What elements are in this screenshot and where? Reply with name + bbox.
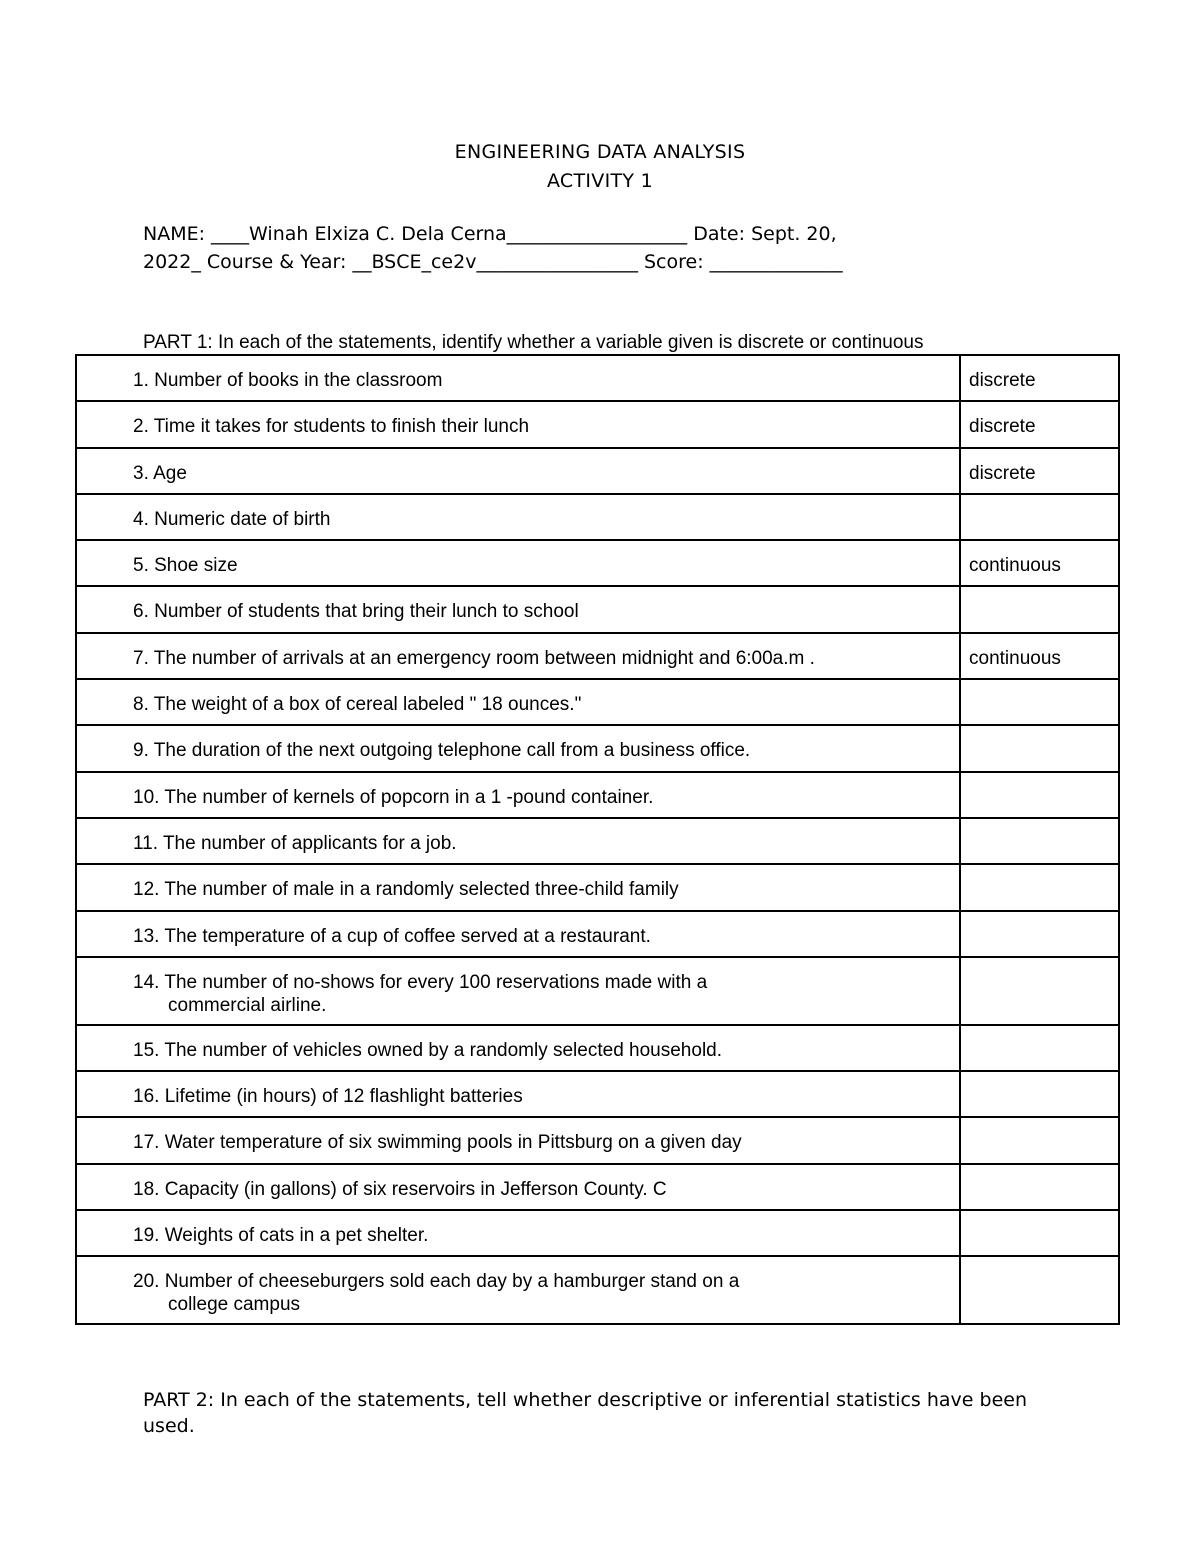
document-title: ENGINEERING DATA ANALYSIS <box>454 141 746 163</box>
answer-cell <box>960 1256 1119 1324</box>
statement-text: 7. The number of arrivals at an emergency room between midnight and 6:00a.m . <box>133 647 815 669</box>
answer-cell <box>960 725 1119 771</box>
statement-cell <box>76 1025 960 1071</box>
statement-text: 15. The number of vehicles owned by a randomly selected household. <box>133 1039 723 1061</box>
statement-cell <box>76 725 960 771</box>
answer-cell <box>960 1025 1119 1071</box>
table-row <box>76 401 1119 447</box>
course-score-line: 2022_ Course & Year: __BSCE_ce2v_________________ Score: ______________ <box>143 251 843 273</box>
statement-text: 5. Shoe size <box>133 555 238 577</box>
answer-cell: discrete <box>960 448 1119 494</box>
statement-text: 8. The weight of a box of cereal labeled " 18 ounces." <box>133 694 582 716</box>
table-row <box>76 633 1119 679</box>
table-row <box>76 448 1119 494</box>
statement-text: 16. Lifetime (in hours) of 12 flashlight batteries <box>133 1086 523 1108</box>
answer-cell: discrete <box>960 401 1119 447</box>
statement-cell <box>76 1164 960 1210</box>
table-row <box>76 1256 1119 1324</box>
table-row <box>76 818 1119 864</box>
table-row <box>76 540 1119 586</box>
statement-text: 10. The number of kernels of popcorn in a 1 -pound container. <box>133 786 654 808</box>
statement-text: 19. Weights of cats in a pet shelter. <box>133 1225 429 1247</box>
statement-text: 18. Capacity (in gallons) of six reservoirs in Jefferson County. C <box>133 1178 667 1200</box>
activity-label: ACTIVITY 1 <box>546 170 654 192</box>
statement-text: 6. Number of students that bring their lunch to school <box>133 601 579 623</box>
statement-text: 17. Water temperature of six swimming pools in Pittsburg on a given day <box>133 1132 742 1154</box>
part1-instruction: PART 1: In each of the statements, identify whether a variable given is discrete or continuous <box>143 332 924 353</box>
statement-cell <box>76 540 960 586</box>
statement-text: 12. The number of male in a randomly selected three-child family <box>133 879 679 901</box>
table-row <box>76 355 1119 401</box>
table-row <box>76 1164 1119 1210</box>
answer-cell: continuous <box>960 633 1119 679</box>
statement-cell <box>76 448 960 494</box>
table-row <box>76 911 1119 957</box>
statement-cell <box>76 818 960 864</box>
statement-cell <box>76 957 960 1025</box>
statement-cell <box>76 1117 960 1163</box>
table-row <box>76 1025 1119 1071</box>
answer-cell <box>960 957 1119 1025</box>
table-row <box>76 494 1119 540</box>
statement-text: 3. Age <box>133 462 187 484</box>
answer-cell <box>960 1164 1119 1210</box>
statement-text: 14. The number of no-shows for every 100 reservations made with a <box>133 971 708 993</box>
statement-cell <box>76 864 960 910</box>
table-row <box>76 957 1119 1025</box>
name-date-line: NAME: ____Winah Elxiza C. Dela Cerna___________________ Date: Sept. 20, <box>143 223 837 245</box>
statement-text: 9. The duration of the next outgoing telephone call from a business office. <box>133 740 751 762</box>
statement-text: 2. Time it takes for students to finish their lunch <box>133 416 530 438</box>
answer-cell <box>960 1210 1119 1256</box>
table-row <box>76 1117 1119 1163</box>
statement-text: 1. Number of books in the classroom <box>133 370 443 391</box>
statement-continuation: commercial airline. <box>168 994 327 1016</box>
statement-text: 11. The number of applicants for a job. <box>133 832 457 854</box>
statement-cell <box>76 633 960 679</box>
statement-text: 4. Numeric date of birth <box>133 508 331 530</box>
statement-cell <box>76 1256 960 1324</box>
answer-cell <box>960 911 1119 957</box>
table-row <box>76 864 1119 910</box>
part2-instruction: PART 2: In each of the statements, tell whether descriptive or inferential statistics have been used. <box>143 1389 1028 1437</box>
statement-cell <box>76 494 960 540</box>
answer-cell <box>960 1071 1119 1117</box>
answer-cell <box>960 679 1119 725</box>
statement-text: 20. Number of cheeseburgers sold each day by a hamburger stand on a <box>133 1271 740 1293</box>
answer-cell <box>960 586 1119 632</box>
answer-cell <box>960 1117 1119 1163</box>
statement-cell <box>76 1210 960 1256</box>
table-row <box>76 1210 1119 1256</box>
table-row <box>76 586 1119 632</box>
statement-cell <box>76 1071 960 1117</box>
statement-continuation: college campus <box>168 1294 301 1316</box>
statement-text: 13. The temperature of a cup of coffee served at a restaurant. <box>133 925 651 947</box>
answer-cell <box>960 818 1119 864</box>
statement-cell <box>76 772 960 818</box>
answer-cell: discrete <box>960 355 1119 401</box>
statement-cell <box>76 679 960 725</box>
answer-cell <box>960 864 1119 910</box>
statement-cell <box>76 586 960 632</box>
table-row <box>76 1071 1119 1117</box>
statement-cell <box>76 911 960 957</box>
table-row <box>76 725 1119 771</box>
statement-cell <box>76 355 960 401</box>
answer-cell: continuous <box>960 540 1119 586</box>
variables-table <box>75 354 1120 1325</box>
statement-cell <box>76 401 960 447</box>
answer-cell <box>960 772 1119 818</box>
table-row <box>76 772 1119 818</box>
table-row <box>76 679 1119 725</box>
answer-cell <box>960 494 1119 540</box>
